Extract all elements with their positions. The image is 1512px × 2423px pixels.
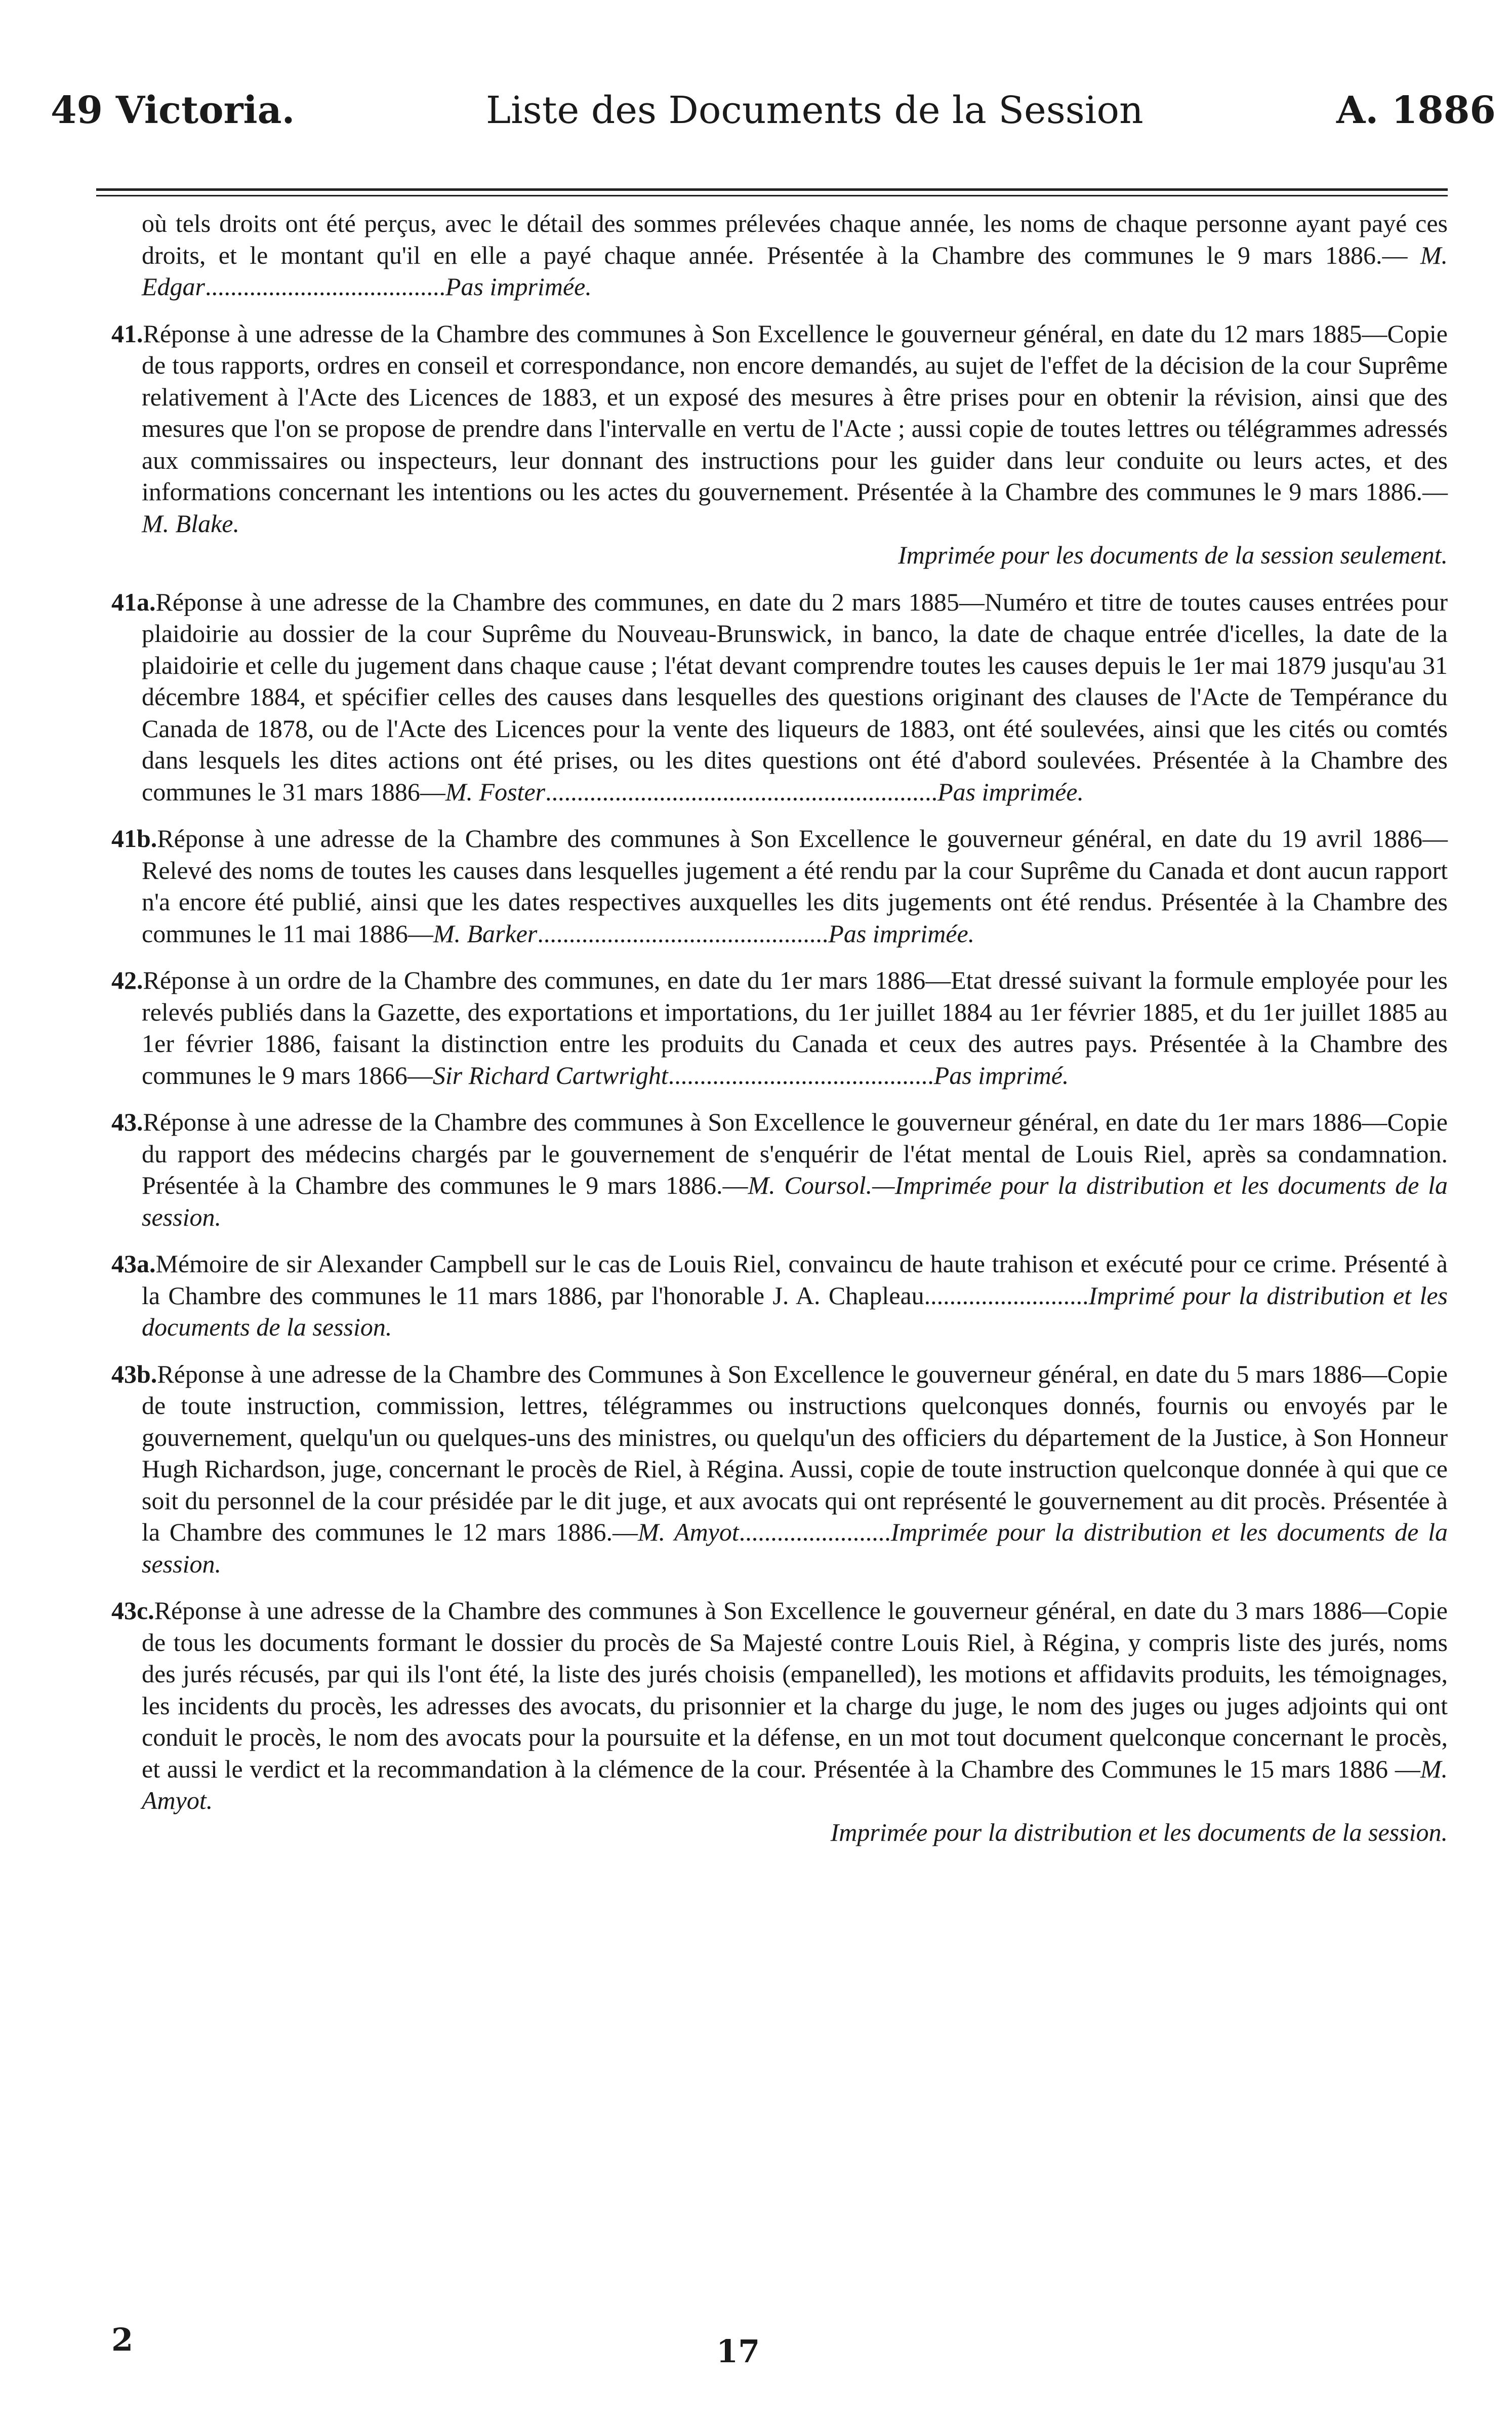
entry-43a xyxy=(111,1248,1448,1343)
entry-41a xyxy=(111,586,1448,808)
entry-status: Pas imprimée. xyxy=(937,777,1084,806)
entry-text: Réponse à une adresse de la Chambre des Communes à Son Excellence le gouverneur général, en date du 5 mars 1886—Copie de toute instruction, commission, lettres, télégrammes ou instructions quelconques donnés, fournis ou envoyés par le gouvernement, quelqu'un ou quelques-uns des ministres, ou quelqu'un des officiers du département de la Justice, à Son Honneur Hugh Richardson, juge, concernant le procès de Riel, à Régina. Aussi, copie de toute instruction quelconque donnée à qui que ce soit du personnel de la cour présidée par le dit juge, et aux avocats qui ont représenté le gouvernement au dit procès. Présentée à la Chambre des communes le 12 mars 1886.— xyxy=(142,1359,1448,1546)
header-year: A. 1886 xyxy=(1336,89,1496,132)
entry-mover: M. Amyot. xyxy=(142,1754,1448,1814)
entry-43b xyxy=(111,1358,1448,1580)
leader-dots: ...................................... xyxy=(205,272,445,301)
entry-number: 43b. xyxy=(111,1359,157,1388)
entry-mover: Sir Richard Cartwright xyxy=(432,1061,668,1089)
entry-number: 43c. xyxy=(111,1596,154,1625)
entry-mover: M. Edgar xyxy=(142,240,1448,301)
entry-mover: M. Barker xyxy=(433,919,538,948)
entry-status: —Imprimée pour la distribution et les documents de la session. xyxy=(142,1171,1448,1231)
document-body xyxy=(111,208,1448,1863)
header-rule-bottom xyxy=(96,195,1448,196)
header-title: Liste des Documents de la Session xyxy=(486,89,1143,132)
running-header xyxy=(0,89,1512,144)
entry-text: Mémoire de sir Alexander Campbell sur le cas de Louis Riel, convaincu de haute trahison et exécuté pour ce crime. Présenté à la Chambre des communes le 11 mars 1886, par l'honorable J. A. Chapleau xyxy=(142,1249,1448,1310)
leader-dots: .......................... xyxy=(924,1281,1089,1310)
entry-41b xyxy=(111,823,1448,949)
page-number: 17 xyxy=(716,2333,760,2370)
leader-dots: .......................................... xyxy=(668,1061,934,1089)
entry-status: Imprimé pour la distribution et les documents de la session. xyxy=(142,1281,1448,1341)
signature-mark: 2 xyxy=(111,2321,134,2358)
entry-number: 42. xyxy=(111,966,143,994)
entry-status: Pas imprimée. xyxy=(445,272,592,301)
entry-status: Imprimée pour les documents de la session seulement. xyxy=(898,541,1448,569)
header-regnal-year: 49 Victoria. xyxy=(51,89,295,132)
entry-text: Réponse à une adresse de la Chambre des communes, en date du 2 mars 1885—Numéro et titre de toutes causes entrées pour plaidoirie au dossier de la cour Suprême du Nouveau-Brunswick, in banco, la date de chaque entrée d'icelles, la date de la plaidoirie et celle du jugement dans chaque cause ; l'état devant comprendre toutes les causes depuis le 1er mai 1879 jusqu'au 31 décembre 1884, et spécifier celles des causes dans lesquelles des questions originant des clauses de l'Acte de Tempérance du Canada de 1878, ou de l'Acte des Licences pour la vente des liqueurs de 1883, ont été soulevées, ainsi que les cités ou comtés dans lesquels les dites actions ont été prises, ou les dites questions ont été d'abord soulevées. Présentée à la Chambre des communes le 31 mars 1886— xyxy=(142,587,1448,806)
header-rule-top xyxy=(96,188,1448,191)
entry-text: Réponse à une adresse de la Chambre des communes à Son Excellence le gouverneur général, en date du 19 avril 1886—Relevé des noms de toutes les causes dans lesquelles jugement a été rendu par la cour Suprême du Canada et dont aucun rapport n'a encore été publié, ainsi que les dates respectives auxquelles les dits jugements ont été rendus. Présentée à la Chambre des communes le 11 mai 1886— xyxy=(142,824,1448,948)
entry-42 xyxy=(111,964,1448,1091)
entry-status: Imprimée pour la distribution et les documents de la session. xyxy=(830,1818,1448,1846)
entry-text: Réponse à une adresse de la Chambre des communes à Son Excellence le gouverneur général, en date du 3 mars 1886—Copie de tous les documents formant le dossier du procès de Sa Majesté contre Louis Riel, à Régina, y compris liste des jurés, noms des jurés récusés, par qui ils l'ont été, la liste des jurés choisis (empanelled), les motions et affidavits produits, les témoignages, les incidents du procès, les adresses des avocats, du prisonnier et la charge du juge, le nom des juges ou juges adjoints qui ont conduit le procès, le nom des avocats pour la poursuite et la défense, en un mot tout document quelconque concernant le procès, et aussi le verdict et la recommandation à la clémence de la cour. Présentée à la Chambre des Communes le 15 mars 1886 — xyxy=(142,1596,1448,1783)
entry-number: 41. xyxy=(111,319,143,348)
entry-status: Pas imprimé. xyxy=(933,1061,1069,1089)
entry-number: 41a. xyxy=(111,587,156,616)
entry-mover: M. Foster xyxy=(445,777,546,806)
entry-number: 43a. xyxy=(111,1249,156,1278)
entry-status: Imprimée pour la distribution et les documents de la session. xyxy=(142,1518,1448,1578)
leader-dots: .............................................. xyxy=(537,919,829,948)
leader-dots: ........................ xyxy=(739,1518,891,1546)
entry-43c xyxy=(111,1595,1448,1848)
entry-mover: M. Blake. xyxy=(142,509,239,538)
entry-41 xyxy=(111,318,1448,571)
entry-text: Réponse à une adresse de la Chambre des communes à Son Excellence le gouverneur général, en date du 1er mars 1886—Copie du rapport des médecins chargés par le gouvernement de s'enquérir de l'état mental de Louis Riel, après sa condamnation. Présentée à la Chambre des communes le 9 mars 1886.— xyxy=(142,1108,1448,1199)
entry-text: Réponse à un ordre de la Chambre des communes, en date du 1er mars 1886—Etat dressé suivant la formule employée pour les relevés publiés dans la Gazette, des exportations et importations, du 1er juillet 1884 au 1er février 1885, et du 1er juillet 1885 au 1er février 1886, faisant la distinction entre les produits du Canada et ceux des autres pays. Présentée à la Chambre des communes le 9 mars 1866— xyxy=(142,966,1448,1089)
entry-text: où tels droits ont été perçus, avec le détail des sommes prélevées chaque année, les noms de chaque personne ayant payé ces droits, et le montant qu'il en elle a payé chaque année. Présentée à la Chambre des communes le 9 mars 1886.— xyxy=(142,209,1448,269)
entry-continued xyxy=(111,208,1448,303)
entry-number: 43. xyxy=(111,1108,143,1136)
leader-dots: .............................................................. xyxy=(545,777,938,806)
entry-text: Réponse à une adresse de la Chambre des communes à Son Excellence le gouverneur général, en date du 12 mars 1885—Copie de tous rapports, ordres en conseil et correspondance, non encore demandés, au sujet de l'effet de la décision de la cour Suprême relativement à l'Acte des Licences de 1883, et un exposé des mesures à être prises pour en obtenir la révision, ainsi que des mesures que l'on se propose de prendre dans l'intervalle en vertu de l'Acte ; aussi copie de toutes lettres ou télégrammes adressés aux commissaires ou inspecteurs, leur donnant des instructions pour les guider dans leur conduite ou leurs actes, et des informations concernant les intentions ou les actes du gouvernement. Présentée à la Chambre des communes le 9 mars 1886.— xyxy=(142,319,1448,506)
entry-mover: M. Amyot xyxy=(637,1518,739,1546)
entry-number: 41b. xyxy=(111,824,157,853)
entry-mover: M. Coursol. xyxy=(748,1171,873,1199)
entry-status: Pas imprimée. xyxy=(828,919,975,948)
entry-43 xyxy=(111,1106,1448,1233)
